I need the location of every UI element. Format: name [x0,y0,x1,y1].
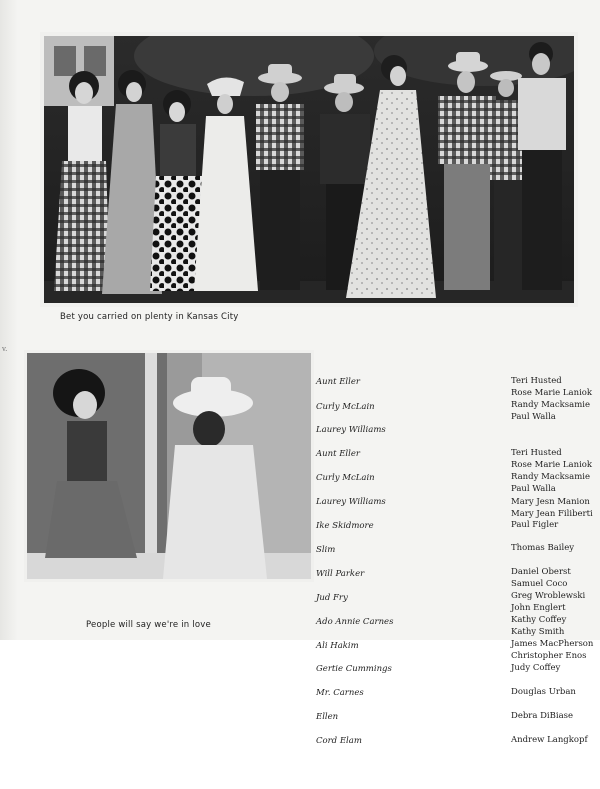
role-name: Jud Fry [316,593,348,603]
actor-name: Mary Jesn Manion [511,497,590,507]
actor-name: Daniel Oberst [511,567,571,577]
actor-name: James MacPherson [511,639,594,649]
actor-name: Thomas Bailey [511,543,575,553]
actor-name: Kathy Smith [511,627,565,637]
actor-name: Randy Macksamie [511,472,591,482]
actor-name: Douglas Urban [511,687,576,697]
top-photo-caption: Bet you carried on plenty in Kansas City [60,312,239,322]
role-name: Ali Hakim [316,641,359,651]
actor-name: Teri Husted [511,448,562,458]
cast-group-photo [40,32,578,307]
role-name: Laurey Williams [316,497,386,507]
role-name: Ado Annie Carnes [316,617,394,627]
actor-name: Judy Coffey [511,663,561,673]
actor-name: Paul Walla [511,484,556,494]
page-binding-edge [0,0,18,640]
role-name: Cord Elam [316,736,362,746]
lower-page-area [0,640,600,789]
role-name: Curly McLain [316,402,375,412]
actor-name: John Englert [511,603,566,613]
role-name: Mr. Carnes [316,688,364,698]
actor-name: Mary Jean Filiberti [511,509,593,519]
role-name: Gertie Cummings [316,664,392,674]
role-name: Slim [316,545,336,555]
bottom-photo-caption: People will say we're in love [86,620,211,630]
actor-name: Kathy Coffey [511,615,567,625]
role-name: Aunt Eller [316,449,360,459]
actor-name: Rose Marie Laniok [511,460,593,470]
role-name: Will Parker [316,569,365,579]
role-name: Aunt Eller [316,377,360,387]
actor-name: Paul Figler [511,520,559,530]
actor-name: Paul Walla [511,412,556,422]
actor-name: Andrew Langkopf [511,735,588,745]
actor-name: Greg Wroblewski [511,591,586,601]
actor-name: Teri Husted [511,376,562,386]
couple-photo [24,350,314,582]
margin-mark: v. [2,345,8,353]
actor-name: Debra DiBiase [511,711,574,721]
role-name: Curly McLain [316,473,375,483]
role-name: Ellen [316,712,339,722]
actor-name: Samuel Coco [511,579,568,589]
actor-name: Christopher Enos [511,651,587,661]
role-name: Laurey Williams [316,425,386,435]
actor-name: Randy Macksamie [511,400,591,410]
role-name: Ike Skidmore [316,521,374,531]
actor-name: Rose Marie Laniok [511,388,593,398]
